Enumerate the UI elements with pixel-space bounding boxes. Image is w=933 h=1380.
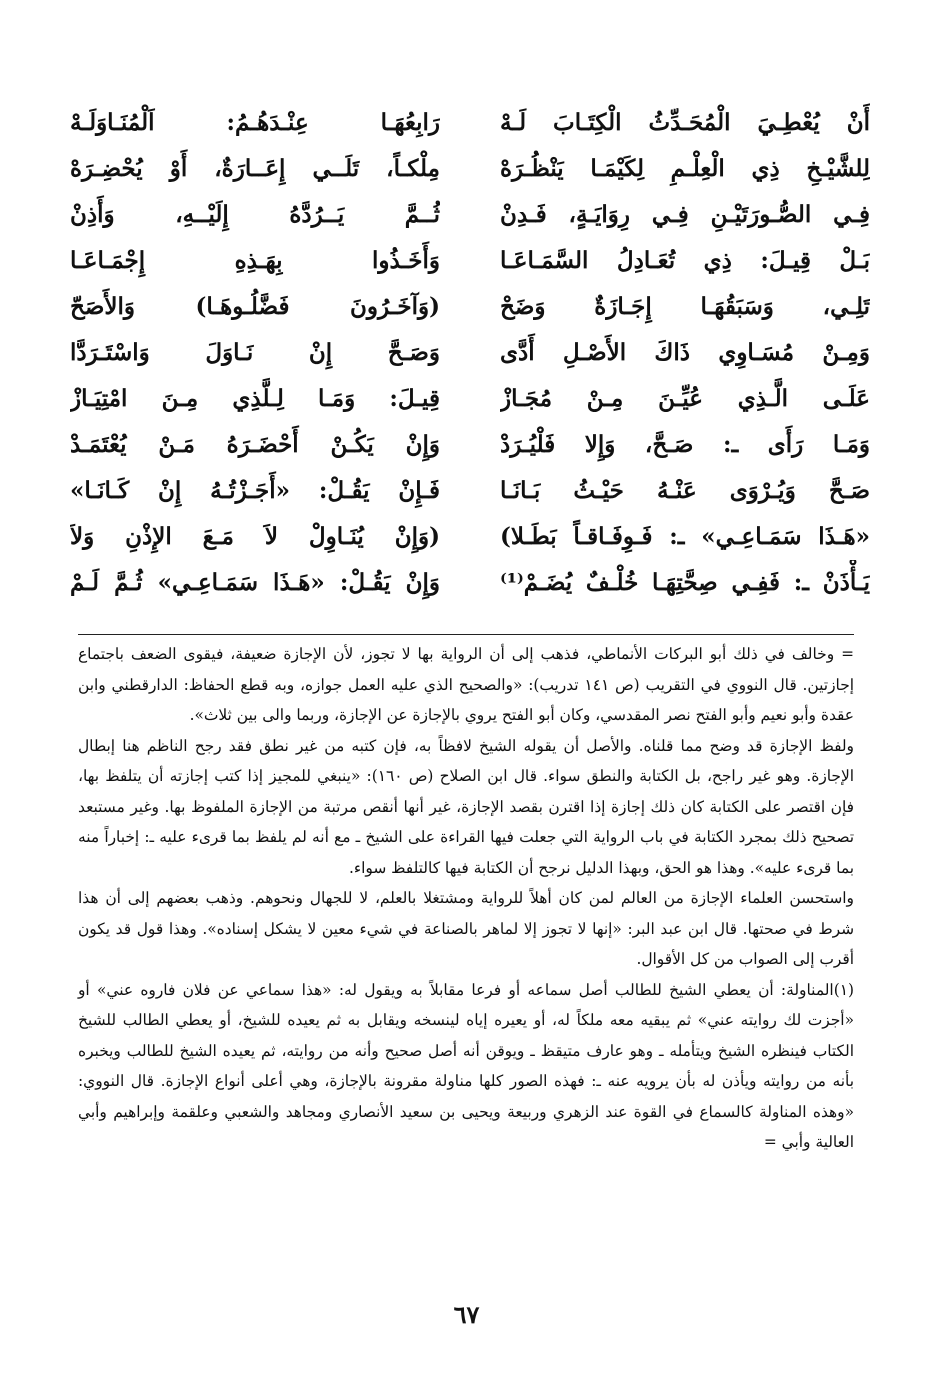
verse-line: وَإِنْ يَكُـنْ أَحْضَـرَهُ مَـنْ يُعْتَمَـدْ: [70, 431, 440, 458]
footnote-1: (١)المناولة: أن يعطي الشيخ للطالب أصل سماعه أو فرعا مقابلاً به ويقول له: «هذا سماعي عن فلان فاروه عني» أو «أجزت لك روايته عني» ثم يبقيه معه ملكاً له، أو يعيره إياه لينسخه ويقابل به ثم يعيده للشيخ، أو يعطي الطالب للشيخ الكتاب فينظره الشيخ ويتأمله ـ وهو عارف متيقظ ـ ويوقن أنه أصل صحيح وأنه من روايته، ثم يعيده الشيخ للطالب ويخبره بأنه من روايته ويأذن له بأن يرويه عنه ـ: فهذه الصور كلها مناولة مقرونة بالإجازة، وهي أعلى أنواع الإجازة. قال النووي: «وهذه المناولة كالسماع في القوة عند الزهري وربيعة ويحيى بن سعيد الأنصاري ومجاهد والشعبي وعلقمة وإبراهيم وأبي العالية وأبي =: [78, 980, 854, 1151]
verse-line: ثُــمَّ يَــرُدَّهُ إِلَيْــهِ، وَأَذِنْ: [70, 201, 440, 228]
footnote-paragraph: ولفظ الإجازة قد وضح مما قلناه. والأصل أن يقوله الشيخ لافظاً به، فإن كتبه من غير نطق فقد رجح الناظم هنا إبطال الإجازة. وهو غير راجح، بل الكتابة والنطق سواء. قال ابن الصلاح (ص ١٦٠): «ينبغي للمجيز إذا كتب إجازته أن يتلفظ بها، فإن اقتصر على الكتابة كان ذلك إجازة إذا اقترن بقصد الإجازة، غير أنها أنقص مرتبة من الإجازة الملفوظ بها. وغير مستبعد تصحيح ذلك بمجرد الكتابة في باب الرواية التي جعلت فيها القراءة على الشيخ ـ مع أنه لم يلفظ بما قرىء عليه ـ: إخباراً منه بما قرىء عليه». وهذا هو الحق، وبهذا الدليل نرجح أن الكتابة فيها كالتلفظ سواء.: [78, 736, 855, 877]
verse-line: وَمِـنْ مُسَـاوِي ذَاكَ الأَصْـلِ أَدَّى: [500, 339, 870, 366]
verse-line: رَابِعُهَـا عِنْـدَهُـمُ: اَلْمُنَـاوَلَـهْ: [70, 109, 440, 136]
verse-line: وَصَـحَّ إِنْ نَـاوَلَ وَاسْتَـرَدَّا: [70, 339, 440, 366]
verse-line: تَلِـي، وَسَبَقُهَـا إِجَـازَةٌ وَضَحْ: [500, 293, 870, 320]
page-number: ٦٧: [453, 1300, 480, 1329]
verse-line: وَأَخَـذُوا بِهَـذِهِ إِجْمَـاعَـا: [70, 247, 440, 274]
verse-line: وَمَـا رَأَى ـ: صَـحَّ، وَإِلا فَلْيُـرَدْ: [500, 431, 870, 458]
verse-line: بَـلْ قِيـلَ: ذِي تُعَـادِلُ السَّمَـاعَـا: [500, 247, 870, 274]
verse-line: مِلْكـاً، تَلَــي إِعَــارَةٌ، أَوْ يُحْضِـرَهْ: [70, 155, 440, 182]
footnote-divider: [78, 634, 854, 635]
verse-line: أَنْ يُعْطِـيَ الْمُحَـدِّثُ الْكِتَـابَ لَـهْ: [500, 109, 870, 136]
footnotes: [78, 628, 854, 1158]
verse-line: صَـحَّ وَيُـرْوَى عَنْـهُ حَيْـثُ بَـانَـا: [500, 477, 870, 504]
verse-line: (وَإِنْ يُنَـاوِلْ لاَ مَـعَ الإِذْنِ وَلاَ: [70, 523, 440, 550]
verse-line: قِيـلَ: وَمَـا لِـلَّذِي مِـنَ امْتِيَـازْ: [70, 385, 440, 412]
verse-block: [70, 100, 870, 620]
verse-line: فِـي الصُّـورَتَيْـنِ فِـي رِوَايَـةٍ، فَـدِنْ: [500, 201, 870, 228]
footnote-paragraph: واستحسن العلماء الإجازة من العالم لمن كان أهلاً للرواية ومشتغلا بالعلم، لا للجهال ونحوهم. وذهب بعضهم إلى أن هذا شرط في صحتها. قال ابن عبد البر: «إنها لا تجوز إلا لماهر بالصناعة في شيء معين لا يشكل إسناده». وهذا قول قد يكون أقرب إلى الصواب من كل الأقوال.: [78, 889, 854, 968]
verse-line: عَلَـى الَّـذِي عُيِّـنَ مِـنْ مُجَـازْ: [500, 385, 870, 412]
verse-line: لِلشَّيْـخِ ذِي الْعِلْـمِ لِكَيْمَـا يَنْظُـرَهْ: [500, 155, 870, 182]
verse-column-right: [70, 100, 440, 620]
verse-line: «هَـذَا سَمَـاعِـي» ـ: فَـوِفَـاقـاً بَطَـلا): [500, 523, 870, 550]
verse-line: (وَآخَـرُونَ فَضَّلُـوهَـا) وَالأَصَحّ: [70, 293, 440, 320]
verse-line: فَـإِنْ يَقُـلْ: «أَجَـزْتُـهُ إِنْ كَـانَـا»: [70, 477, 440, 504]
verse-line: يَـأْذَنْ ـ: فَفِـي صِحَّتِهَـا خُلْـفٌ يُضَـمْ⁽¹⁾: [500, 569, 870, 596]
verse-column-left: [500, 100, 870, 620]
verse-line: وَإِنْ يَقُـلْ: «هَـذَا سَمَـاعِـي» ثُـمَّ لَـمْ: [70, 569, 440, 596]
footnote-continuation: = وخالف في ذلك أبو البركات الأنماطي، فذهب إلى أن الرواية بها لا تجوز، لأن الإجازة ضعيفة، فيقوى الضعف باجتماع إجازتين. قال النووي في التقريب (ص ١٤١ تدريب): «والصحيح الذي عليه العمل جوازه، وبه قطع الحفاظ: الدارقطني وابن عقدة وأبو نعيم وأبو الفتح نصر المقدسي، وكان أبو الفتح يروي بالإجازة عن الإجازة، وربما والى بين ثلاث».: [78, 645, 854, 724]
